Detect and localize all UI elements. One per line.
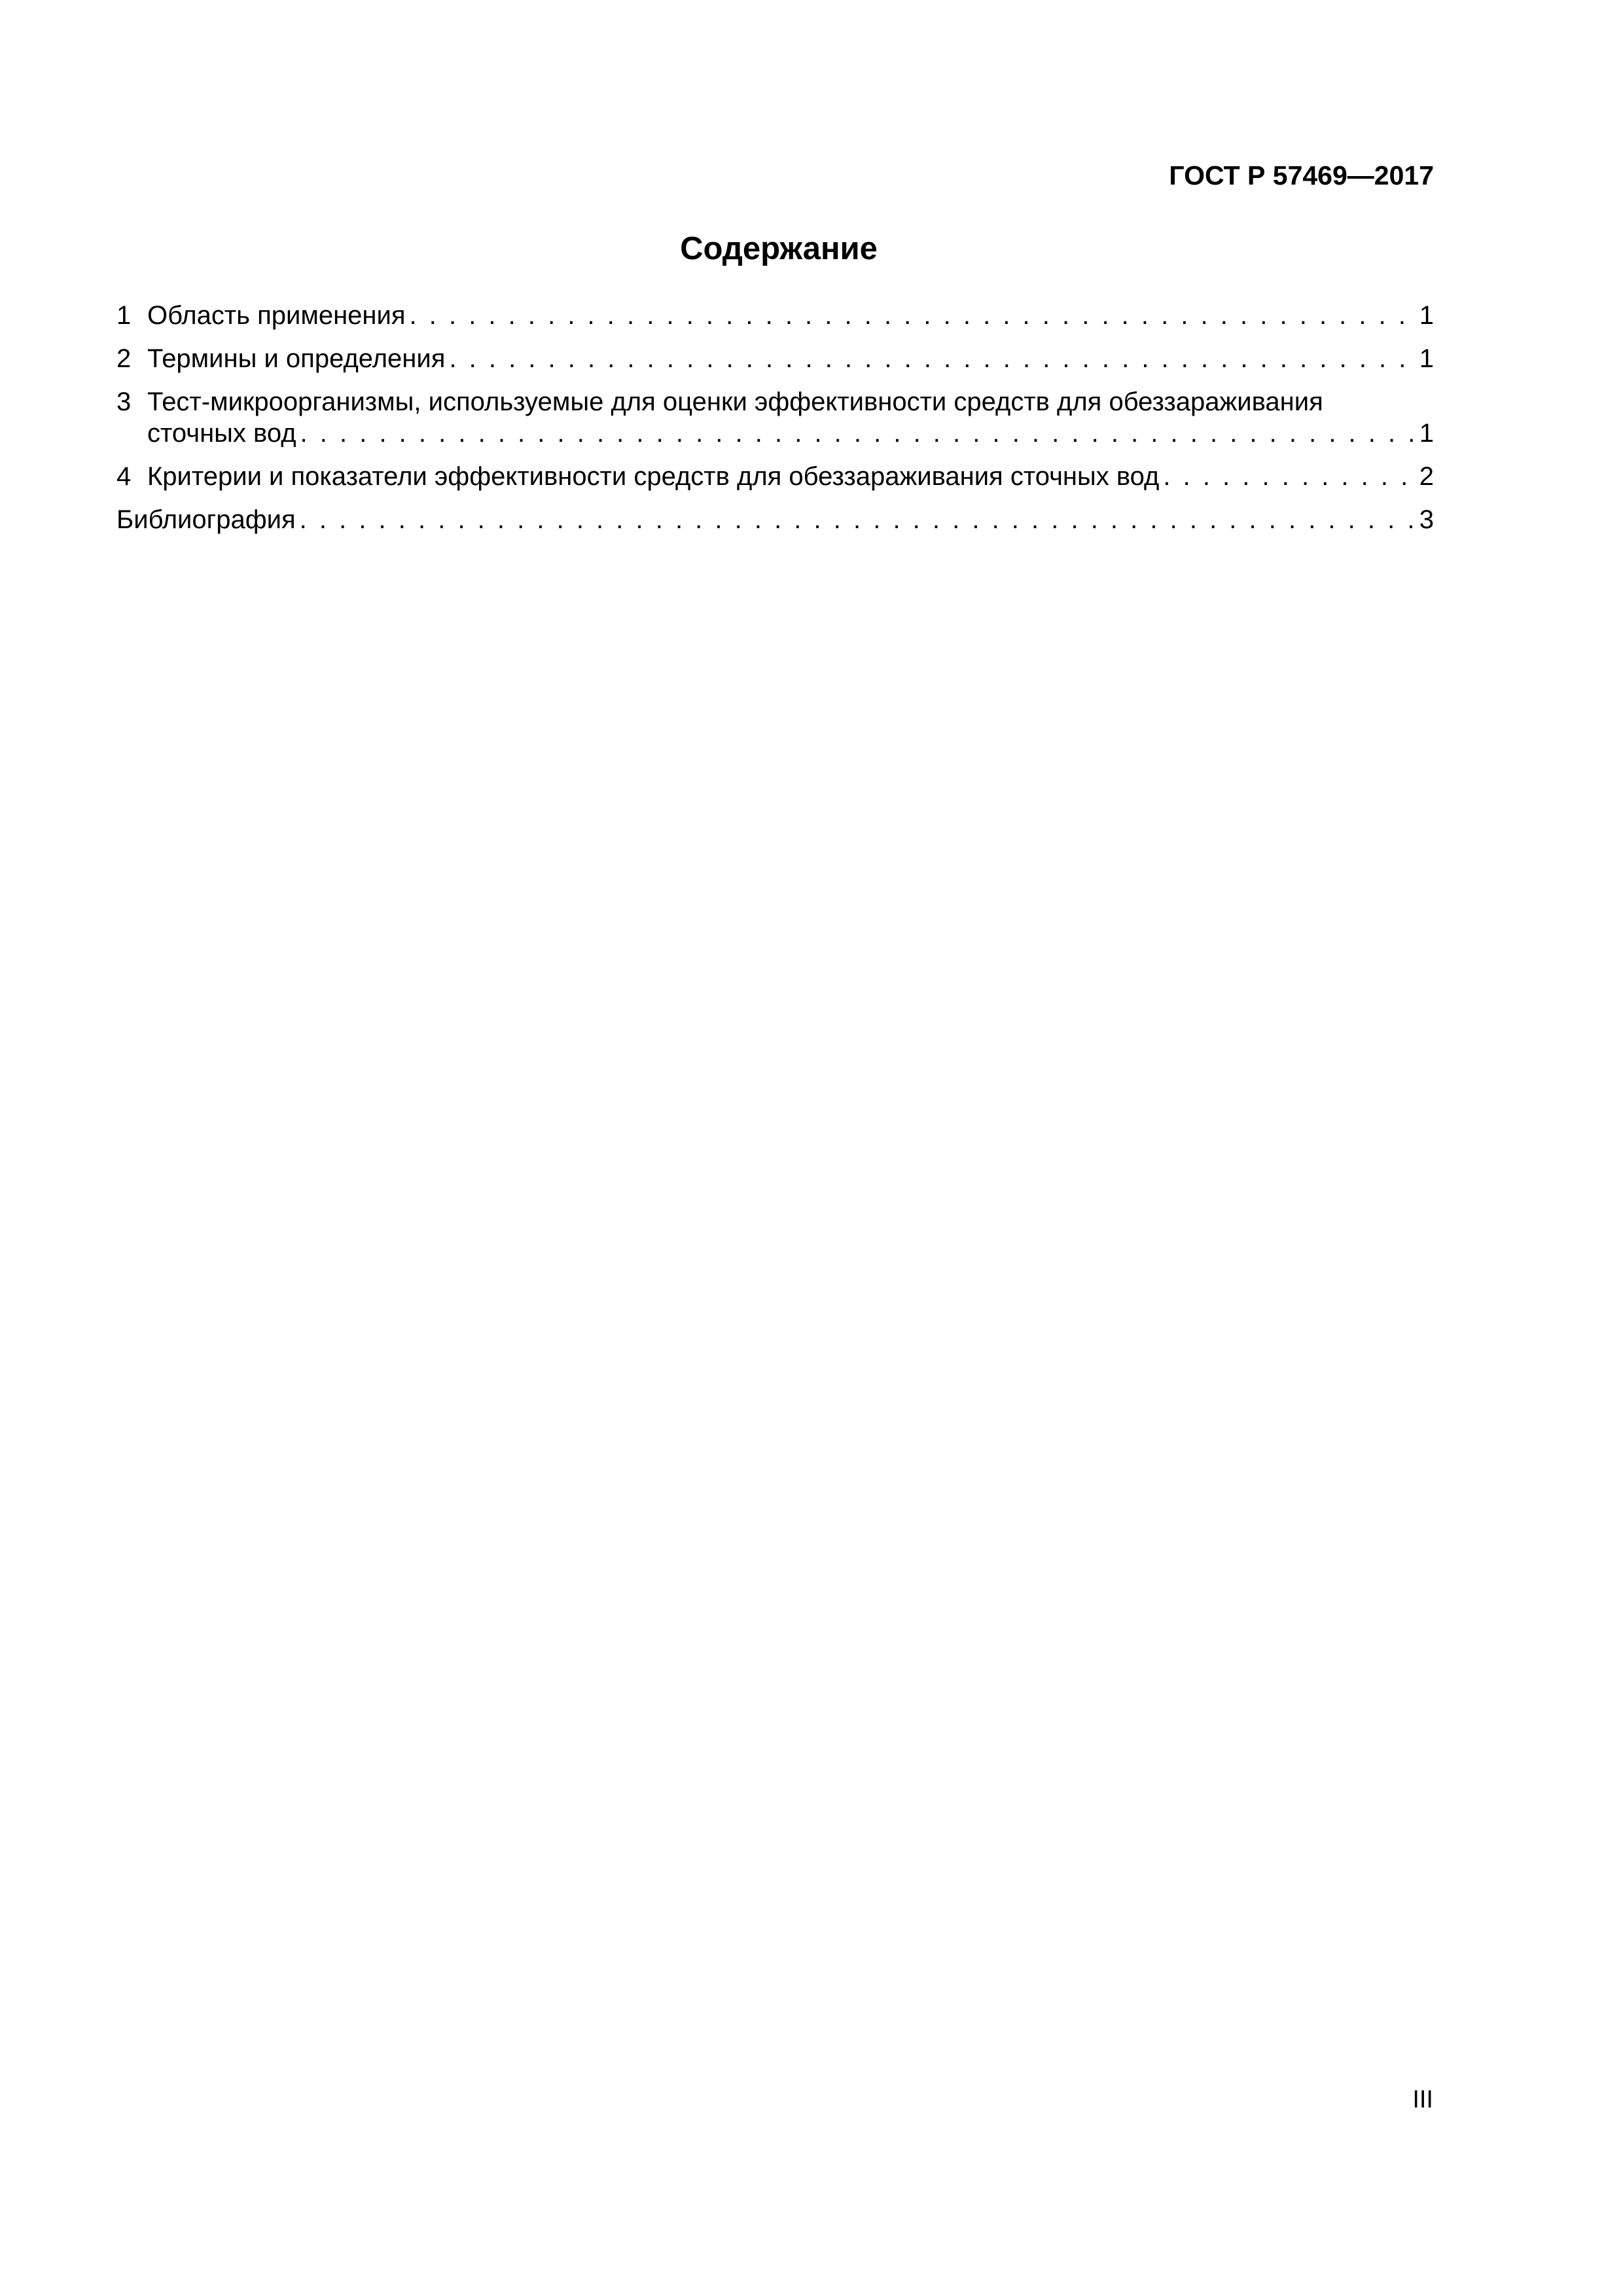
toc-entry-text: Область применения (147, 301, 406, 330)
toc-entry-text-line1: Тест-микроорганизмы, используемые для оценки эффективности средств для обеззараживания (147, 387, 1323, 416)
toc-entry-number: 4 (116, 462, 132, 491)
toc-entry-2[interactable] (116, 343, 1434, 374)
toc-entry-text: Термины и определения (147, 344, 446, 373)
toc-entry-page: 2 (1419, 462, 1434, 491)
toc-entry-number: 1 (116, 301, 132, 330)
dot-leader (406, 300, 1418, 331)
toc-entry-number: 2 (116, 344, 132, 373)
toc-entry-text: Критерии и показатели эффективности средств для обеззараживания сточных вод (147, 462, 1160, 491)
dot-leader (296, 418, 1418, 449)
toc-entry-page: 1 (1419, 419, 1434, 448)
toc-entry-4[interactable] (116, 461, 1434, 492)
dot-leader (1159, 461, 1418, 492)
toc-title: Содержание (680, 231, 878, 266)
table-of-contents (116, 300, 1434, 547)
toc-entry-bibliography[interactable] (116, 504, 1434, 535)
toc-entry-3[interactable] (116, 386, 1434, 449)
document-code: ГОСТ Р 57469—2017 (1169, 160, 1434, 190)
toc-entry-1[interactable] (116, 300, 1434, 331)
toc-entry-text: Библиография (116, 505, 296, 534)
toc-entry-page: 3 (1419, 505, 1434, 534)
dot-leader (445, 343, 1418, 374)
page-number: III (1412, 2086, 1433, 2113)
dot-leader (296, 504, 1418, 535)
toc-entry-page: 1 (1419, 301, 1434, 330)
toc-entry-text-line2: сточных вод (147, 419, 296, 448)
toc-entry-number: 3 (116, 387, 132, 416)
toc-entry-page: 1 (1419, 344, 1434, 373)
